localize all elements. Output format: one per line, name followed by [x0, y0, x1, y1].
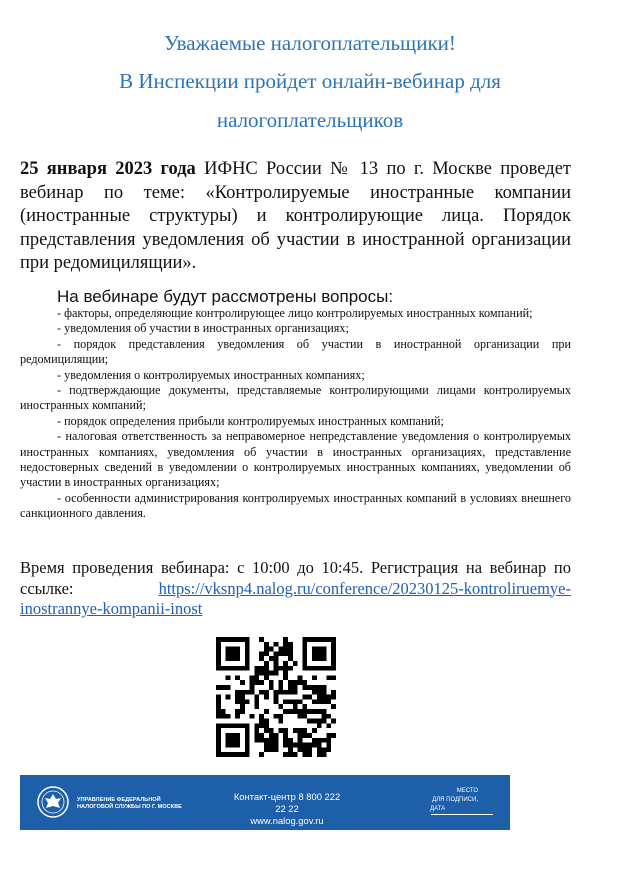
questions-list	[20, 306, 571, 522]
org-line1: УПРАВЛЕНИЕ ФЕДЕРАЛЬНОЙ	[77, 797, 161, 803]
list-item: - подтверждающие документы, представляемые контролирующими лицами контролируемых иностранных компаний;	[20, 383, 571, 413]
sign-line1: МЕСТО	[456, 788, 478, 794]
date-line	[431, 814, 493, 815]
contact-phone: Контакт-центр 8 800 222 22 22	[233, 791, 341, 814]
contact-website: www.nalog.gov.ru	[250, 815, 324, 826]
list-item: - порядок определения прибыли контролируемых иностранных компаний;	[57, 413, 444, 428]
sign-line3: ДАТА	[430, 806, 446, 812]
footer-banner	[20, 775, 510, 830]
list-item: - уведомления о контролируемых иностранных компаниях;	[57, 367, 365, 382]
list-item: - порядок представления уведомления об участии в иностранной организации при редомицилящии;	[20, 336, 571, 367]
heading-line1: Уважаемые налогоплательщики!	[164, 31, 456, 55]
registration-paragraph	[20, 558, 571, 620]
registration-text: Время проведения вебинара: с 10:00 до 10:45. Регистрация на вебинар по ссылке:	[20, 558, 571, 598]
sign-line2: ДЛЯ ПОДПИСИ,	[432, 797, 478, 803]
questions-title: На вебинаре будут рассмотрены вопросы:	[57, 287, 394, 306]
list-item: - уведомления об участии в иностранных организациях;	[57, 321, 349, 336]
org-name	[77, 797, 182, 811]
lead-paragraph	[20, 158, 571, 276]
list-item: - налоговая ответственность за неправомерное непредставление уведомления о контролируемых иностранных компаниях, уведомления об участии в иностранных организациях, представление недостоверных сведений в уведомлении о контролируемых иностранных компаниях, уведомлении об участии в иностранных организациях;	[20, 429, 571, 490]
lead-text: ИФНС России № 13 по г. Москве проведет вебинар по теме: «Контролируемые иностранные компании (иностранные структуры) и контролирующие лица. Порядок представления уведомления об участии в иностранной организации при редомицилящии».	[20, 159, 571, 273]
heading-line3: налогоплательщиков	[216, 108, 404, 132]
lead-date: 25 января 2023 года	[20, 159, 196, 179]
list-item: - факторы, определяющие контролирующее лицо контролируемых иностранных компаний;	[57, 306, 533, 320]
contact-block	[232, 791, 342, 827]
qr-code	[216, 637, 336, 757]
registration-link[interactable]: https://vksnp4.nalog.ru/conference/20230125-kontroliruemye-inostrannye-kompanii-inost	[20, 578, 571, 618]
fns-emblem-icon	[36, 785, 70, 819]
heading-line2: В Инспекции пройдет онлайн-вебинар для	[119, 69, 501, 93]
signature-block	[408, 787, 478, 814]
list-item: - особенности администрирования контролируемых иностранных компаний в условиях внешнего санкционного давления.	[20, 490, 571, 521]
org-line2: НАЛОГОВОЙ СЛУЖБЫ ПО Г. МОСКВЕ	[77, 804, 182, 810]
